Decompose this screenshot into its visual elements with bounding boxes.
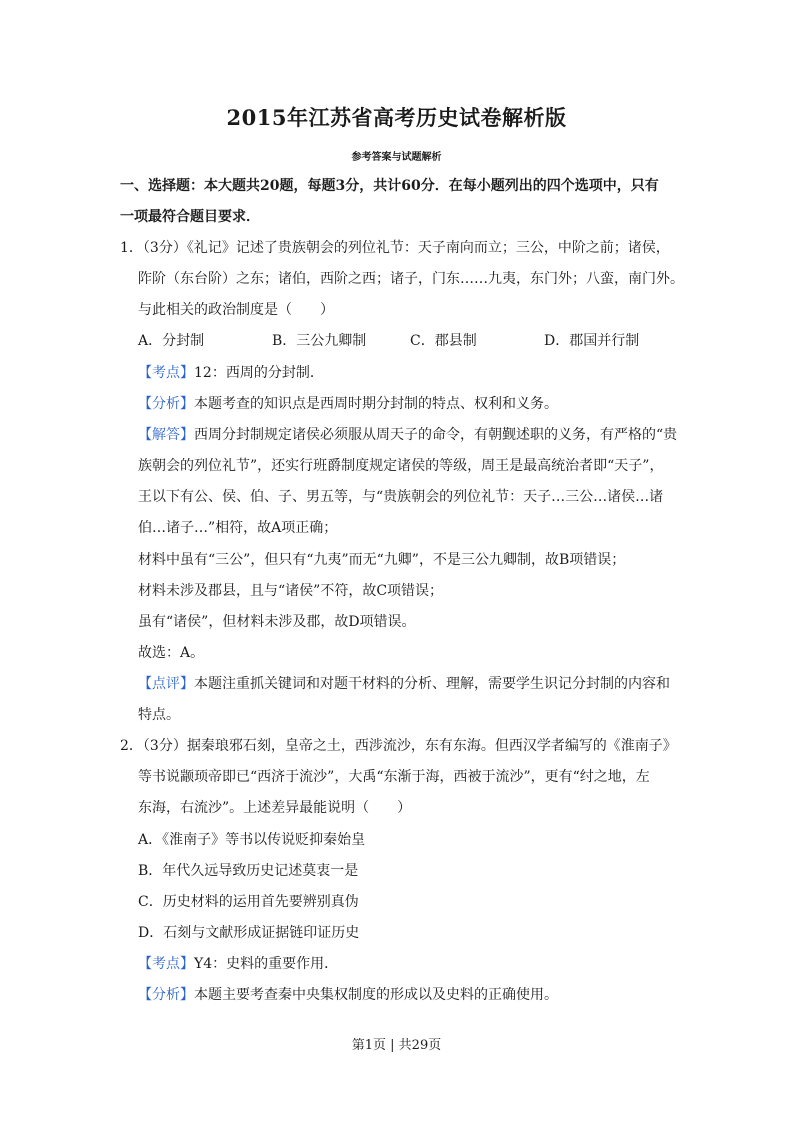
q2-stem-line-2: 等书说颛顼帝即已“西济于流沙”，大禹“东渐于海，西被于流沙”，更有“纣之地，左 — [138, 769, 650, 785]
q2-kaodian-text: Y4：史料的重要作用． — [194, 956, 339, 972]
q2-option-a: A．《淮南子》等书以传说贬抑秦始皇 — [138, 832, 366, 848]
q2-kaodian — [138, 954, 338, 974]
q2-option-d: D．石刻与文献形成证据链印证历史 — [138, 925, 360, 941]
q1-answer: 故选：A。 — [138, 645, 205, 661]
q1-jieda-line-4: 伯…诸子…”相符，故A项正确； — [138, 520, 338, 536]
q2-option-b: B．年代久远导致历史记述莫衷一是 — [138, 863, 359, 879]
q1-jieda-text-1: 西周分封制规定诸侯必须服从周天子的命令，有朝觐述职的义务，有严格的“贵 — [194, 427, 678, 443]
q2-stem-line-3: 东海，右流沙”。上述差异最能说明（ ） — [138, 800, 412, 816]
q2-fenxi — [138, 985, 558, 1005]
q1-stem-line-3: 与此相关的政治制度是（ ） — [138, 302, 334, 318]
q1-jieda-line-7: 虽有“诸侯”，但材料未涉及郡，故D项错误。 — [138, 614, 416, 630]
q1-option-d: D．郡国并行制 — [544, 333, 640, 349]
jieda-tag: 【解答】 — [138, 427, 194, 443]
q1-dianping-text-1: 本题注重抓关键词和对题干材料的分析、理解，需要学生识记分封制的内容和 — [194, 676, 670, 692]
fenxi-tag: 【分析】 — [138, 987, 194, 1003]
q1-stem-line-1: 1．（3分）《礼记》记述了贵族朝会的列位礼节：天子南向而立；三公，中阶之前；诸侯， — [120, 240, 670, 256]
q1-jieda — [138, 425, 677, 445]
q1-fenxi-text: 本题考查的知识点是西周时期分封制的特点、权利和义务。 — [194, 396, 558, 412]
q1-option-b: B．三公九卿制 — [272, 333, 367, 349]
q2-fenxi-text: 本题主要考查秦中央集权制度的形成以及史料的正确使用。 — [194, 987, 558, 1003]
q1-kaodian-text: 12：西周的分封制． — [194, 365, 324, 381]
kaodian-tag: 【考点】 — [138, 365, 194, 381]
q1-jieda-line-2: 族朝会的列位礼节”，还实行班爵制度规定诸侯的等级，周王是最高统治者即“天子”， — [138, 458, 664, 474]
q2-option-c: C．历史材料的运用首先要辨别真伪 — [138, 894, 359, 910]
q1-kaodian — [138, 363, 324, 383]
section-heading-line-2: 一项最符合题目要求． — [120, 209, 260, 225]
q1-fenxi — [138, 394, 558, 414]
q1-option-a: A．分封制 — [138, 333, 205, 349]
dianping-tag: 【点评】 — [138, 676, 194, 692]
fenxi-tag: 【分析】 — [138, 396, 194, 412]
q1-jieda-line-6: 材料未涉及郡县，且与“诸侯”不符，故C项错误； — [138, 583, 444, 599]
page-title: 2015年江苏省高考历史试卷解析版 — [226, 105, 567, 130]
q1-dianping-line-2: 特点。 — [138, 707, 180, 723]
section-heading-line-1: 一、选择题：本大题共20题，每题3分，共计60分．在每小题列出的四个选项中，只有 — [120, 178, 659, 194]
q1-stem-line-2: 阼阶（东台阶）之东；诸伯，西阶之西；诸子，门东……九夷，东门外；八蛮，南门外。 — [138, 271, 684, 287]
q1-jieda-line-3: 王以下有公、侯、伯、子、男五等，与“贵族朝会的列位礼节：天子…三公…诸侯…诸 — [138, 489, 664, 505]
q1-option-c: C．郡县制 — [410, 333, 477, 349]
q1-jieda-line-5: 材料中虽有“三公”，但只有“九夷”而无“九卿”，不是三公九卿制，故B项错误； — [138, 552, 626, 568]
q1-dianping — [138, 674, 670, 694]
kaodian-tag: 【考点】 — [138, 956, 194, 972]
page-number-footer: 第1页 | 共29页 — [351, 1038, 442, 1053]
q2-stem-line-1: 2．（3分）据秦琅邪石刻，皇帝之土，西涉流沙，东有东海。但西汉学者编写的《淮南子》 — [120, 738, 677, 754]
page-subtitle: 参考答案与试题解析 — [351, 152, 442, 163]
